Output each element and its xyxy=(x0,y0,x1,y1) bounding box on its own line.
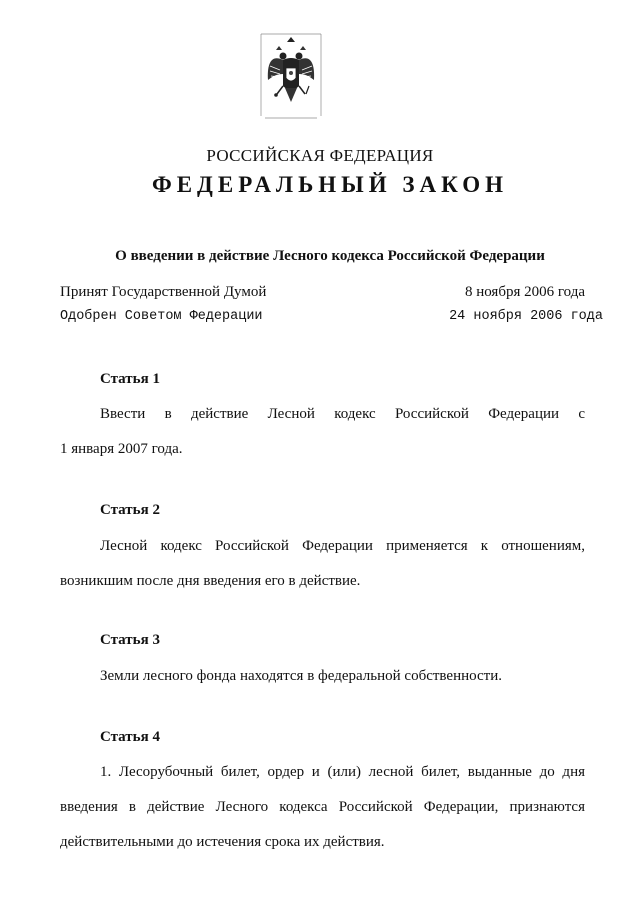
article-2-heading: Статья 2 xyxy=(100,502,160,518)
duma-date: 8 ноября 2006 года xyxy=(464,284,585,300)
article-1-line-2: 1 января 2007 года. xyxy=(60,441,183,457)
article-4-text xyxy=(60,755,585,860)
article-2-line-1: Лесной кодекс Российской Федерации применяется к отношениям, xyxy=(100,538,585,554)
article-1-text xyxy=(60,397,585,467)
duma-label: Принят Государственной Думой xyxy=(60,284,267,300)
article-1-line-1: Ввести в действие Лесной кодекс Российской Федерации с xyxy=(100,406,585,422)
article-3-line-1: Земли лесного фонда находятся в федеральной собственности. xyxy=(100,668,502,684)
article-3-heading: Статья 3 xyxy=(100,632,160,648)
law-type: ФЕДЕРАЛЬНЫЙ ЗАКОН xyxy=(151,172,509,197)
article-4-line-3: действительными до истечения срока их действия. xyxy=(60,834,385,850)
article-1-heading: Статья 1 xyxy=(100,371,160,387)
article-4-heading: Статья 4 xyxy=(100,729,160,745)
article-2-line-2: возникшим после дня введения его в действие. xyxy=(60,573,361,589)
country-name: РОССИЙСКАЯ ФЕДЕРАЦИЯ xyxy=(206,146,434,165)
article-4-line-1: 1. Лесорубочный билет, ордер и (или) лесной билет, выданные до дня xyxy=(100,764,585,780)
council-date: 24 ноября 2006 года xyxy=(449,309,603,324)
council-label: Одобрен Советом Федерации xyxy=(60,309,263,324)
article-3-text xyxy=(60,659,585,694)
article-2-text xyxy=(60,529,585,599)
coat-of-arms-emblem xyxy=(259,30,323,120)
article-4-line-2: введения в действие Лесного кодекса Российской Федерации, признаются xyxy=(60,799,585,815)
law-title: О введении в действие Лесного кодекса Российской Федерации xyxy=(115,248,545,264)
